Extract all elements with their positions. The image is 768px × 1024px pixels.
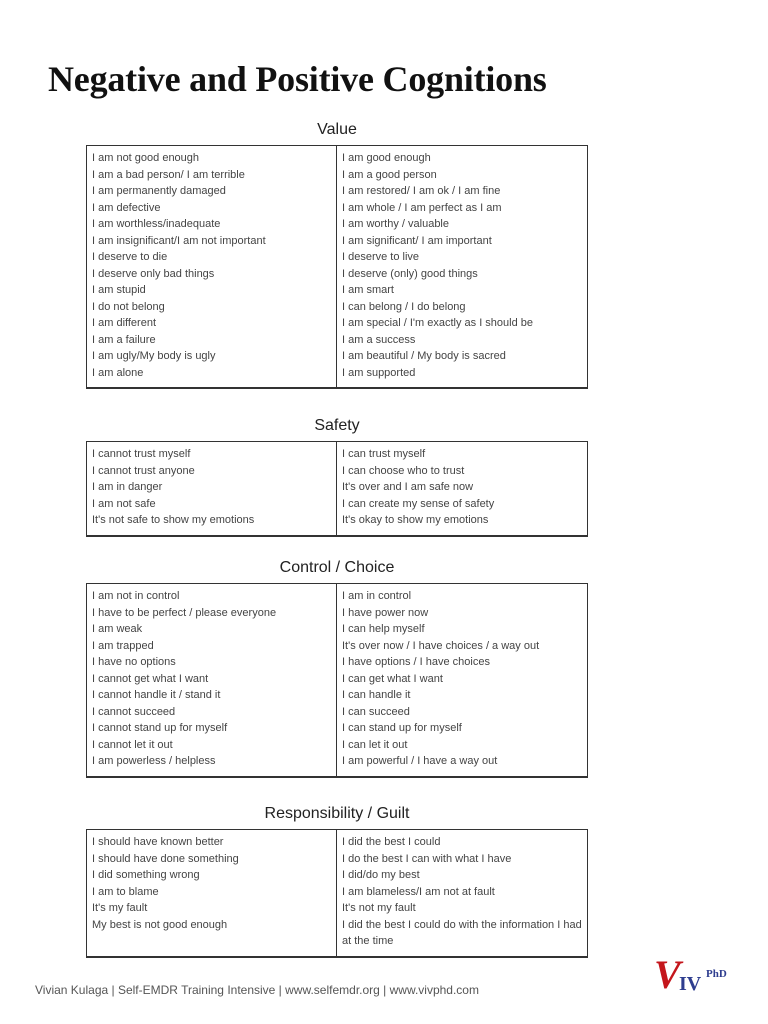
negative-cognitions-column (87, 584, 337, 776)
positive-cognition-item: It's over and I am safe now (342, 481, 474, 493)
negative-cognition-item: I am alone (92, 366, 144, 379)
negative-cognition-item: I deserve only bad things (92, 267, 215, 280)
positive-cognition-item: I have options / I have choices (342, 656, 490, 668)
negative-cognitions-column (87, 442, 337, 535)
positive-cognition-item: I am significant/ I am important (342, 234, 492, 247)
negative-cognition-item: I am not good enough (92, 152, 200, 164)
negative-cognition-item: My best is not good enough (92, 918, 228, 931)
negative-cognition-item: I should have done something (92, 852, 239, 865)
negative-cognition-item: It's not safe to show my emotions (92, 514, 255, 526)
negative-cognition-item: I am to blame (92, 885, 159, 898)
positive-cognition-item: It's over now / I have choices / a way out (342, 639, 540, 652)
negative-cognition-item: I cannot succeed (92, 705, 176, 718)
section-heading-responsibility-guilt: Responsibility / Guilt (264, 805, 410, 822)
negative-cognition-item: I cannot handle it / stand it (92, 689, 221, 701)
positive-cognition-item: I am blameless/I am not at fault (342, 885, 495, 898)
positive-cognition-item: I am beautiful / My body is sacred (342, 350, 506, 362)
positive-cognitions-column (337, 584, 587, 776)
footer-credits: Vivian Kulaga | Self-EMDR Training Intensive | www.selfemdr.org | www.vivphd.com (35, 983, 479, 997)
negative-cognition-item: I am weak (92, 623, 143, 635)
positive-cognition-item: I can trust myself (342, 448, 426, 460)
positive-cognitions-column (337, 442, 587, 535)
negative-cognition-item: I am worthless/inadequate (92, 218, 221, 230)
table-value (86, 145, 588, 389)
negative-cognition-item: I am defective (92, 201, 161, 214)
table-control-choice (86, 583, 588, 778)
positive-cognition-item: I can handle it (342, 689, 411, 701)
positive-cognition-item: I can belong / I do belong (342, 300, 466, 313)
viv-phd-logo (652, 948, 732, 996)
section-heading-control-choice: Control / Choice (279, 559, 395, 576)
negative-cognitions-column (87, 830, 337, 956)
negative-cognition-item: I cannot trust anyone (92, 464, 195, 477)
positive-cognition-item: It's okay to show my emotions (342, 514, 489, 526)
positive-cognition-item: It's not my fault (342, 902, 416, 914)
positive-cognition-item: I can succeed (342, 705, 410, 718)
logo-v-letter: V (654, 952, 681, 996)
positive-cognition-item: I am a good person (342, 168, 437, 181)
positive-cognition-item: I can choose who to trust (342, 464, 465, 477)
positive-cognition-item: I am in control (342, 590, 412, 602)
positive-cognition-item: I am worthy / valuable (342, 218, 449, 230)
negative-cognition-item: I am not safe (92, 497, 156, 510)
negative-cognition-item: I am a bad person/ I am terrible (92, 168, 245, 181)
positive-cognition-item: I am good enough (342, 152, 431, 164)
negative-cognition-item: I am powerless / helpless (92, 755, 216, 767)
positive-cognition-item: I am supported (342, 366, 416, 379)
positive-cognition-item: I can create my sense of safety (342, 497, 495, 510)
negative-cognition-item: I am stupid (92, 284, 146, 296)
negative-cognition-item: I did something wrong (92, 869, 200, 881)
page-title: Negative and Positive Cognitions (48, 59, 547, 99)
negative-cognition-item: I cannot let it out (92, 738, 173, 751)
negative-cognition-item: It's my fault (92, 902, 148, 914)
logo-iv-letters: IV (679, 973, 702, 995)
positive-cognition-item: I did/do my best (342, 869, 420, 881)
positive-cognition-item: I did the best I could do with the information I had at the time (342, 918, 582, 947)
positive-cognition-item: I deserve (only) good things (342, 267, 478, 280)
positive-cognition-item: I can stand up for myself (342, 722, 462, 734)
negative-cognition-item: I am insignificant/I am not important (92, 234, 266, 247)
negative-cognition-item: I deserve to die (92, 251, 168, 263)
section-heading-safety: Safety (314, 417, 360, 434)
positive-cognition-item: I am whole / I am perfect as I am (342, 201, 502, 214)
positive-cognition-item: I deserve to live (342, 251, 420, 263)
positive-cognition-item: I have power now (342, 606, 429, 619)
positive-cognition-item: I am a success (342, 333, 416, 346)
negative-cognition-item: I am trapped (92, 639, 154, 652)
negative-cognition-item: I am not in control (92, 590, 180, 602)
negative-cognition-item: I am in danger (92, 481, 163, 493)
positive-cognition-item: I do the best I can with what I have (342, 852, 512, 865)
negative-cognition-item: I cannot get what I want (92, 672, 209, 685)
negative-cognitions-column (87, 146, 337, 387)
logo-phd-letters: PhD (706, 968, 727, 980)
negative-cognition-item: I have no options (92, 656, 176, 668)
positive-cognitions-column (337, 830, 587, 956)
section-heading-value: Value (317, 121, 357, 138)
negative-cognition-item: I cannot trust myself (92, 448, 191, 460)
positive-cognition-item: I am powerful / I have a way out (342, 755, 498, 767)
positive-cognition-item: I am special / I'm exactly as I should be (342, 317, 534, 329)
table-responsibility-guilt (86, 829, 588, 958)
negative-cognition-item: I am a failure (92, 333, 156, 346)
positive-cognition-item: I did the best I could (342, 836, 441, 848)
positive-cognition-item: I can help myself (342, 623, 425, 635)
negative-cognition-item: I should have known better (92, 836, 224, 848)
positive-cognition-item: I can let it out (342, 738, 408, 751)
negative-cognition-item: I am different (92, 317, 156, 329)
negative-cognition-item: I do not belong (92, 300, 165, 313)
positive-cognitions-column (337, 146, 587, 387)
negative-cognition-item: I am ugly/My body is ugly (92, 350, 216, 362)
positive-cognition-item: I can get what I want (342, 672, 443, 685)
positive-cognition-item: I am smart (342, 284, 394, 296)
negative-cognition-item: I am permanently damaged (92, 185, 226, 197)
negative-cognition-item: I cannot stand up for myself (92, 722, 228, 734)
positive-cognition-item: I am restored/ I am ok / I am fine (342, 185, 501, 197)
table-safety (86, 441, 588, 537)
negative-cognition-item: I have to be perfect / please everyone (92, 606, 277, 619)
